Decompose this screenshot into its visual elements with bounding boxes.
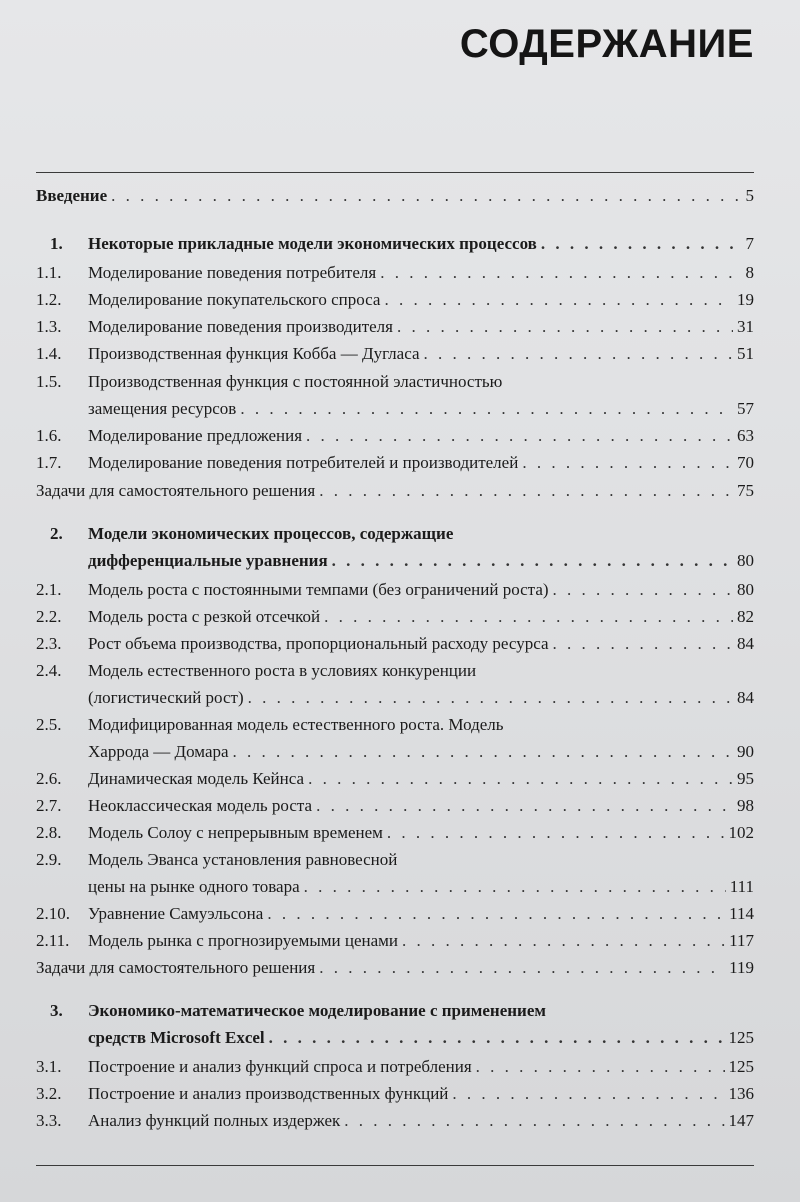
- item-number: 2.4.: [36, 661, 62, 680]
- dot-leader: [476, 1053, 725, 1080]
- entry-page: 95: [737, 769, 754, 788]
- toc-item-2-3: [36, 630, 754, 657]
- item-title: Модель роста с резкой отсечкой: [88, 607, 321, 626]
- toc-entry-intro: [36, 182, 754, 209]
- entry-page: 70: [737, 453, 754, 472]
- entry-page: 75: [737, 481, 754, 500]
- toc-chapter-2: [36, 520, 754, 574]
- item-title-continued: замещения ресурсов: [88, 399, 237, 418]
- toc-item-2-11: [36, 927, 754, 954]
- item-number: 1.1.: [36, 263, 62, 282]
- item-title: Моделирование предложения: [88, 426, 303, 445]
- dot-leader: [424, 340, 734, 367]
- item-number: 2.5.: [36, 715, 62, 734]
- toc-item-1-2: [36, 286, 754, 313]
- item-title: Модель естественного роста в условиях конкуренции: [88, 661, 477, 680]
- item-number: 1.2.: [36, 290, 62, 309]
- entry-page: 19: [737, 290, 754, 309]
- tasks-title: Задачи для самостоятельного решения: [36, 958, 316, 977]
- toc-item-2-5: [36, 711, 754, 765]
- entry-page: 102: [728, 823, 754, 842]
- entry-page: 84: [737, 634, 754, 653]
- item-number: 2.11.: [36, 931, 70, 950]
- item-number: 2.7.: [36, 796, 62, 815]
- item-title: Модель рынка с прогнозируемыми ценами: [88, 931, 399, 950]
- chapter-title-continued: средств Microsoft Excel: [88, 1028, 265, 1047]
- toc-chapter-1: [36, 230, 754, 257]
- dot-leader: [308, 765, 733, 792]
- toc-item-2-1: [36, 576, 754, 603]
- dot-leader: [553, 630, 734, 657]
- item-title: Динамическая модель Кейнса: [88, 769, 305, 788]
- dot-leader: [344, 1107, 724, 1134]
- item-title-continued: (логистический рост): [88, 688, 244, 707]
- item-number: 2.6.: [36, 769, 62, 788]
- entry-page: 90: [737, 742, 754, 761]
- item-number: 2.8.: [36, 823, 62, 842]
- entry-page: 147: [728, 1111, 754, 1130]
- dot-leader: [267, 900, 725, 927]
- dot-leader: [306, 422, 733, 449]
- toc-item-3-1: [36, 1053, 754, 1080]
- item-title-continued: Харрода — Домара: [88, 742, 229, 761]
- dot-leader: [397, 313, 733, 340]
- entry-page: 5: [745, 186, 754, 205]
- entry-text: Введение: [36, 186, 108, 205]
- item-number: 2.2.: [36, 607, 62, 626]
- item-number: 1.7.: [36, 453, 62, 472]
- item-number: 2.3.: [36, 634, 62, 653]
- toc-item-1-1: [36, 259, 754, 286]
- item-title: Построение и анализ функций спроса и потребления: [88, 1057, 472, 1076]
- dot-leader: [387, 819, 725, 846]
- item-title: Модель Солоу с непрерывным временем: [88, 823, 383, 842]
- dot-leader: [304, 873, 726, 900]
- item-number: 1.6.: [36, 426, 62, 445]
- toc-item-2-7: [36, 792, 754, 819]
- item-number: 3.2.: [36, 1084, 62, 1103]
- toc-item-1-7: [36, 449, 754, 476]
- entry-page: 98: [737, 796, 754, 815]
- item-number: 3.1.: [36, 1057, 62, 1076]
- entry-page: 7: [745, 234, 754, 253]
- item-title: Рост объема производства, пропорциональный расходу ресурса: [88, 634, 549, 653]
- item-number: 1.4.: [36, 344, 62, 363]
- toc-item-1-6: [36, 422, 754, 449]
- entry-page: 125: [728, 1028, 754, 1047]
- dot-leader: [332, 547, 733, 574]
- item-title: Моделирование поведения производителя: [88, 317, 393, 336]
- dot-leader: [553, 576, 733, 603]
- dot-leader: [384, 286, 733, 313]
- item-title: Модель Эванса установления равновесной: [88, 850, 398, 869]
- toc-item-1-5: [36, 368, 754, 422]
- chapter-title-continued: дифференциальные уравнения: [88, 551, 328, 570]
- item-number: 1.3.: [36, 317, 62, 336]
- item-number: 1.5.: [36, 372, 62, 391]
- dot-leader: [111, 182, 741, 209]
- entry-page: 84: [737, 688, 754, 707]
- toc-item-1-4: [36, 340, 754, 367]
- dot-leader: [319, 477, 733, 504]
- item-title: Моделирование поведения потребителя: [88, 263, 377, 282]
- chapter-number: 1.: [50, 234, 63, 253]
- item-number: 2.9.: [36, 850, 62, 869]
- toc-item-2-6: [36, 765, 754, 792]
- entry-page: 8: [745, 263, 754, 282]
- dot-leader: [319, 954, 725, 981]
- dot-leader: [541, 230, 742, 257]
- entry-page: 125: [728, 1057, 754, 1076]
- toc-item-1-3: [36, 313, 754, 340]
- chapter-number: 3.: [50, 1001, 63, 1020]
- item-title: Производственная функция с постоянной эластичностью: [88, 372, 503, 391]
- item-title: Модель роста с постоянными темпами (без ограничений роста): [88, 580, 549, 599]
- dot-leader: [240, 395, 733, 422]
- dot-leader: [316, 792, 733, 819]
- item-title: Моделирование поведения потребителей и производителей: [88, 453, 519, 472]
- item-title: Производственная функция Кобба — Дугласа: [88, 344, 420, 363]
- toc-tasks-2: [36, 954, 754, 981]
- dot-leader: [324, 603, 733, 630]
- toc-item-2-8: [36, 819, 754, 846]
- entry-page: 80: [737, 580, 754, 599]
- dot-leader: [380, 259, 741, 286]
- dot-leader: [248, 684, 733, 711]
- entry-page: 57: [737, 399, 754, 418]
- item-number: 2.1.: [36, 580, 62, 599]
- item-title: Модифицированная модель естественного роста. Модель: [88, 715, 504, 734]
- dot-leader: [402, 927, 725, 954]
- toc-item-3-2: [36, 1080, 754, 1107]
- entry-page: 63: [737, 426, 754, 445]
- entry-page: 119: [729, 958, 754, 977]
- item-title: Построение и анализ производственных функций: [88, 1084, 449, 1103]
- page-title: СОДЕРЖАНИЕ: [459, 22, 754, 66]
- item-title: Анализ функций полных издержек: [88, 1111, 341, 1130]
- item-title: Моделирование покупательского спроса: [88, 290, 381, 309]
- entry-page: 80: [737, 551, 754, 570]
- item-title-continued: цены на рынке одного товара: [88, 877, 300, 896]
- chapter-title: Модели экономических процессов, содержащие: [88, 524, 454, 543]
- dot-leader: [452, 1080, 724, 1107]
- entry-page: 136: [728, 1084, 754, 1103]
- entry-page: 117: [729, 931, 754, 950]
- toc-tasks-1: [36, 477, 754, 504]
- dot-leader: [269, 1024, 725, 1051]
- toc-item-2-2: [36, 603, 754, 630]
- toc-item-2-9: [36, 846, 754, 900]
- entry-page: 82: [737, 607, 754, 626]
- chapter-title: Экономико-математическое моделирование с применением: [88, 1001, 546, 1020]
- toc-chapter-3: [36, 997, 754, 1051]
- bottom-divider: [36, 1165, 754, 1166]
- toc-item-3-3: [36, 1107, 754, 1134]
- item-number: 2.10.: [36, 904, 70, 923]
- toc-item-2-4: [36, 657, 754, 711]
- item-title: Неоклассическая модель роста: [88, 796, 313, 815]
- item-number: 3.3.: [36, 1111, 62, 1130]
- entry-page: 111: [729, 877, 754, 896]
- entry-page: 31: [737, 317, 754, 336]
- chapter-title: Некоторые прикладные модели экономических процессов: [88, 234, 537, 253]
- chapter-number: 2.: [50, 524, 63, 543]
- entry-page: 51: [737, 344, 754, 363]
- item-title: Уравнение Самуэльсона: [88, 904, 264, 923]
- top-divider: [36, 172, 754, 173]
- dot-leader: [233, 738, 733, 765]
- dot-leader: [522, 449, 733, 476]
- entry-page: 114: [729, 904, 754, 923]
- toc-item-2-10: [36, 900, 754, 927]
- tasks-title: Задачи для самостоятельного решения: [36, 481, 316, 500]
